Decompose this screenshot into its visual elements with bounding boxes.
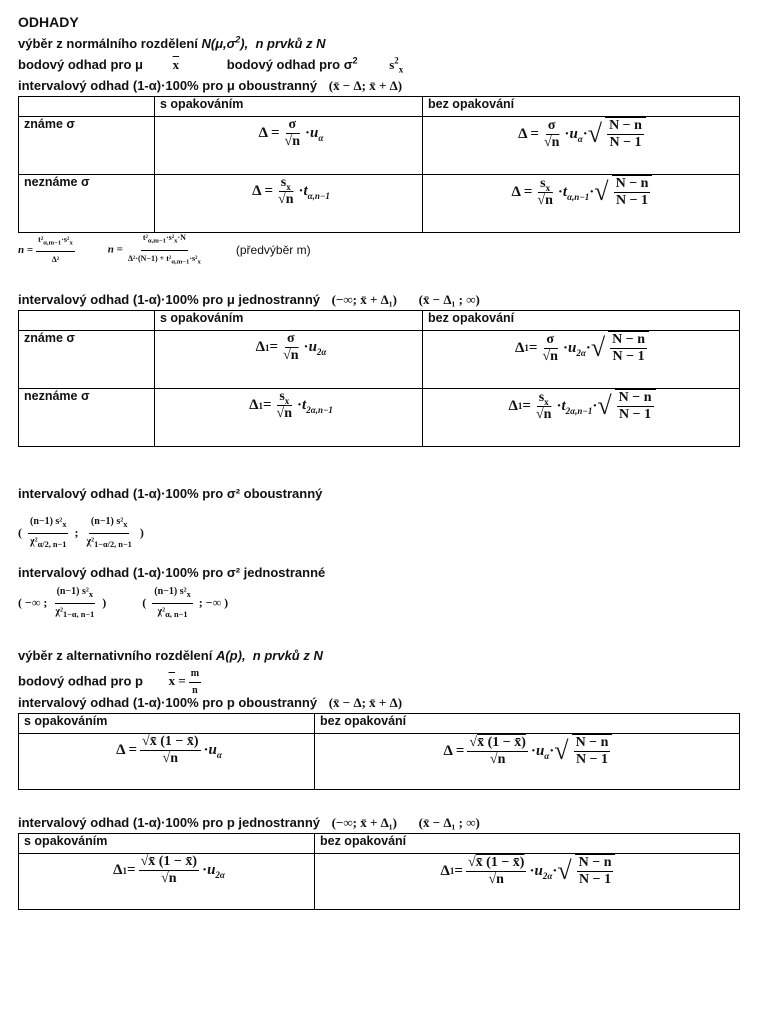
n-formula-1: n = $\frac{t^2_{\alpha,m-1}\cdot s^2_x}{\text{Δ²}}$ [18,232,78,269]
ci-mu-one-line [18,289,740,310]
ci-mu-two-line [18,75,740,96]
alt-ci-two-line [18,692,740,713]
normal-intro-text: výběr z normálního rozdělení [18,36,202,51]
n-formula-note: (předvýběr m) [235,243,311,257]
alt-ci-one-label: intervalový odhad (1-α)·100% pro p jednostranný [18,815,320,830]
formula-p-delta1-fpc: Δ 1 = $\frac{√x̄ (1 - x̄)}{√n}$ · $u_{2\alpha}$ · √ $\frac{N - n}{N - 1}$ [320,854,739,888]
header-without-replacement: bez opakování [423,311,740,331]
formula-delta1-u: Δ 1 = $\frac{\sigma}{√n}$ · $u_{2\alpha}$ [255,331,327,363]
formula-delta-t-fpc: Δ = $\frac{s_x}{√n}$ · $t_{\alpha,n-1}$ · √ $\frac{N - n}{N - 1}$ [428,175,739,209]
alt-ci-two-label: intervalový odhad (1-α)·100% pro p oboustranný [18,695,318,710]
row-known-sigma: známe σ [19,331,155,389]
header-with-replacement: s opakováním [155,97,423,117]
alt-point: bodový odhad pro p $\overline{x}$ = $\frac{m}{n}$ [18,668,200,696]
row-known-sigma: známe σ [19,117,155,175]
formula-delta-u-fpc: Δ = $\frac{\sigma}{√n}$ · $u_\alpha$ · √ $\frac{N - n}{N - 1}$ [428,117,739,151]
document-page [18,12,740,910]
ci-mu-one-interval-b: (x̄ − Δ₁ ; ∞) [418,292,480,307]
point-p-label: bodový odhad pro p [18,673,143,689]
alt-intro [18,645,740,666]
page-title: ODHADY [18,14,79,30]
header-with-replacement: s opakováním [19,834,315,854]
var-one-line: intervalový odhad (1-α)·100% pro σ² jednostranné [18,565,326,580]
formula-p-delta: Δ = $\frac{√x̄ (1 - x̄)}{√n}$ · $u_\alpha$ [116,734,222,766]
formula-delta1-u-fpc: Δ 1 = $\frac{\sigma}{√n}$ · $u_{2\alpha}$ · √ $\frac{N - n}{N - 1}$ [428,331,739,365]
row-unknown-sigma: neznáme σ [19,389,155,447]
ci-mu-two-label: intervalový odhad (1-α)·100% pro μ oboustranný [18,78,318,93]
header-without-replacement: bez opakování [315,714,740,734]
normal-intro-n: n prvků z N [255,36,326,51]
alt-ci-two-interval: (x̄ − Δ; x̄ + Δ) [328,695,403,710]
alt-ci-one-interval-a: (−∞; x̄ + Δ₁) [331,815,397,830]
header-with-replacement: s opakováním [19,714,315,734]
header-with-replacement: s opakováním [155,311,423,331]
header-without-replacement: bez opakování [315,834,740,854]
point-mu-label: bodový odhad pro μ [18,57,143,72]
table-mu-two [18,96,740,233]
var-two-line: intervalový odhad (1-α)·100% pro σ² oboustranný [18,486,323,501]
n-formula-2: n = $\frac{t^2_{\alpha,m-1}\cdot s^2_x\cdot N}{\Delta^2\cdot(N-1) + t^2_{\alpha,m-1}\cdot s^2_x}$ [108,230,206,270]
formula-p-delta1: Δ 1 = $\frac{√x̄ (1 - x̄)}{√n}$ · $u_{2\alpha}$ [113,854,225,886]
ci-mu-two-interval: (x̄ − Δ; x̄ + Δ) [328,78,403,93]
table-p-one [18,833,740,910]
formula-delta-t: Δ = $\frac{s_x}{√n}$ · $t_{\alpha,n-1}$ [252,175,330,207]
row-unknown-sigma: neznáme σ [19,175,155,233]
ci-mu-one-label: intervalový odhad (1-α)·100% pro μ jednostranný [18,292,321,307]
alt-intro-n: n prvků z N [252,648,323,663]
normal-dist: N(μ,σ [201,36,236,51]
var-one-formula: ( −∞ ; $\frac{(n-1) s^2_x}{\chi^2_{1-\alpha, n-1}}$ ) ( $\frac{(n-1) s^2_x}{\chi^2_{\alpha, n-1}}$ ; −∞ ) [18,585,229,619]
formula-delta-u: Δ = $\frac{\sigma}{√n}$ · $u_\alpha$ [258,117,324,149]
header-without-replacement: bez opakování [423,97,740,117]
table-p-two [18,713,740,790]
alt-ci-one-line [18,812,740,833]
alt-intro-text: výběr z alternativního rozdělení [18,648,216,663]
point-estimates: bodový odhad pro μ $\overline{x}$ bodový odhad pro $\sigma^2$ $s^2_x$ [18,55,404,75]
sx2-symbol: $s^2_x$ [389,55,404,75]
formula-delta1-t: Δ 1 = $\frac{s_x}{√n}$ · $t_{2\alpha,n-1}$ [249,389,333,421]
xbar-symbol: $\overline{x}$ [172,57,180,72]
formula-delta1-t-fpc: Δ 1 = $\frac{s_x}{√n}$ · $t_{2\alpha,n-1}$ · √ $\frac{N - n}{N - 1}$ [428,389,739,423]
formula-p-delta-fpc: Δ = $\frac{√x̄ (1 - x̄)}{√n}$ · $u_\alpha$ · √ $\frac{N - n}{N - 1}$ [320,734,739,768]
point-sigma-label: bodový odhad pro σ [226,57,353,72]
alt-dist: A(p), [215,648,246,663]
table-mu-one [18,310,740,447]
alt-ci-one-interval-b: (x̄ − Δ₁ ; ∞) [418,815,480,830]
normal-intro: výběr z normálního rozdělení $N(\mu,\sigma^2)$, n prvků z N [18,34,326,51]
var-two-formula: ( $\frac{(n-1) s^2_x}{\chi^2_{\alpha/2, n-1}}$ ; $\frac{(n-1) s^2_x}{\chi^2_{1-\alpha/2, n-1}}$ ) [18,515,144,549]
ci-mu-one-interval-a: (−∞; x̄ + Δ₁) [331,292,398,307]
sample-size-formulas [18,233,740,267]
